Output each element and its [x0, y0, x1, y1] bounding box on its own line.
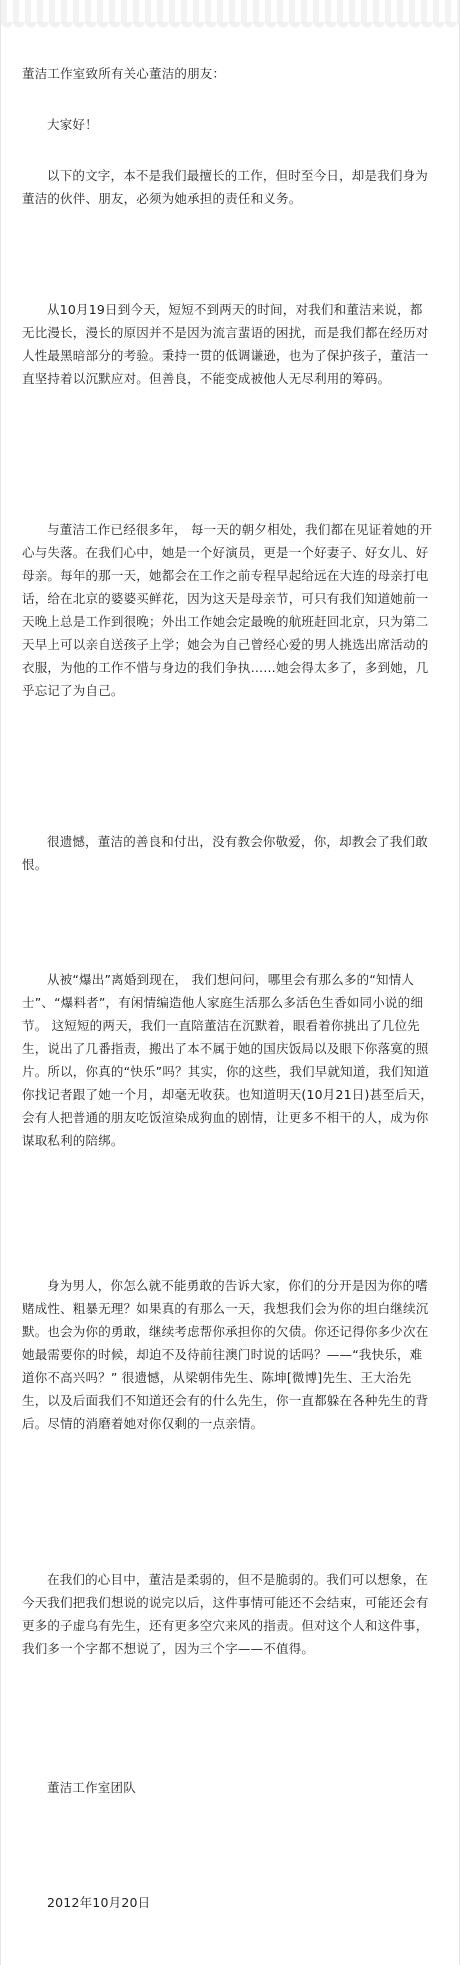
paragraph-5: 从被“爆出”离婚到现在， 我们想问问，哪里会有那么多的“知情人士”、“爆料者”，有闲情编造他人家庭生活那么多活色生香如同小说的细节。 这短短的两天，我们一直陪董洁在沉默着，眼看着你挑出了几位先生，说出了几番指责，搬出了本不属于她的国庆饭局以及眼下你落寞的照片。所以，你真的“快乐”吗？其实，你的这些，我们早就知道，我们知道你找记者跟了她一个月，却毫无收获。也知道明天(10月21日)甚至后天，会有人把普通的朋友吃饭渲染成狗血的剧情，让更多不相干的人，成为你谋取私利的陪绑。	[22, 972, 434, 1148]
signature: 董洁工作室团队	[47, 1780, 136, 1795]
paragraph-4: 很遗憾，董洁的善良和付出，没有教会你敬爱，你，却教会了我们敢恨。	[22, 834, 429, 872]
paragraph-2: 从10月19日到今天，短短不到两天的时间，对我们和董洁来说，都无比漫长，漫长的原因并不是因为流言蜚语的困扰，而是我们都在经历对人性最黑暗部分的考验。秉持一贯的低调谦逊，也为了保护孩子，董洁一直坚持着以沉默应对。但善良，不能变成被他人无尽利用的筹码。	[22, 302, 429, 386]
date: 2012年10月20日	[47, 1895, 151, 1910]
paragraph-6: 身为男人，你怎么就不能勇敢的告诉大家，你们的分开是因为你的嗜赌成性、粗暴无理？如果真的有那么一天，我想我们会为你的坦白继续沉默。也会为你的勇敢，继续考虑帮你承担你的欠债。你还记得你多少次在她最需要你的时候，却迫不及待前往澳门时说的话吗？——“我快乐，难道你不高兴吗？” 很遗憾，从梁朝伟先生、陈坤[微博]先生、王大治先生，以及后面我们不知道还会有的什么先生，你一直都躲在各种先生的背后。尽情的消磨着她对你仅剩的一点亲情。	[22, 1278, 429, 1431]
salutation-line: 董洁工作室致所有关心董洁的朋友：	[22, 66, 226, 81]
decorative-top-border	[1, 0, 459, 23]
paragraph-3: 与董洁工作已经很多年， 每一天的朝夕相处，我们都在见证着她的开心与失落。在我们心中，她是一个好演员，更是一个好妻子、好女儿、好母亲。每年的那一天，她都会在工作之前专程早起给远在大连的母亲打电话，给在北京的婆婆买鲜花，因为这天是母亲节，可只有我们知道她前一天晚上总是工作到很晚；外出工作她会定最晚的航班赶回北京，只为第二天早上可以亲自送孩子上学；她会为自己曾经心爱的男人挑选出席活动的衣服，为他的工作不惜与身边的我们争执……她会得太多了，多到她，几乎忘记了为自己。	[22, 522, 433, 698]
greeting: 大家好！	[47, 117, 98, 132]
paragraph-1: 以下的文字，本不是我们最擅长的工作，但时至今日，却是我们身为董洁的伙伴、朋友，必须为她承担的责任和义务。	[22, 168, 429, 206]
paragraph-7: 在我们的心目中，董洁是柔弱的，但不是脆弱的。我们可以想象，在今天我们把我们想说的说完以后，这件事情可能还不会结束，可能还会有更多的子虚乌有先生，还有更多空穴来风的指责。但对这个人和这件事，我们多一个字都不想说了，因为三个字——不值得。	[22, 1572, 429, 1656]
